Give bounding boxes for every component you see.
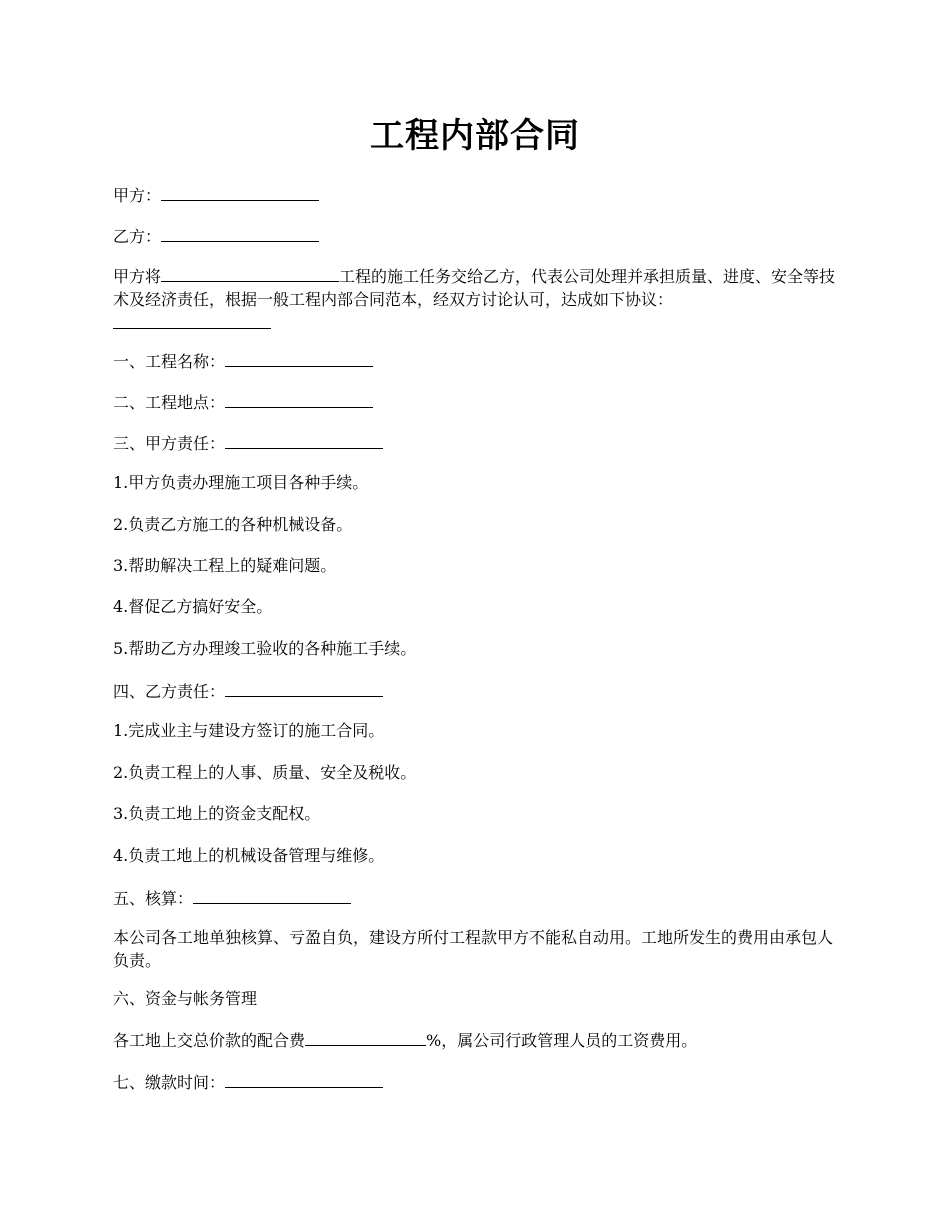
accounting-label: 五、核算： (113, 889, 194, 908)
finance-line (113, 1028, 843, 1052)
intro-suffix: 工程的施工任务交给乙方，代表公司处理并承担质量、进度、安全等技术及经济责任，根据一般工程内部合同范本，经双方讨论认可，达成如下协议： (113, 267, 836, 309)
intro-trailing-blank[interactable] (113, 311, 271, 329)
finance-prefix: 各工地上交总价款的配合费 (113, 1031, 306, 1050)
list-item: 4.督促乙方搞好安全。 (113, 597, 273, 616)
project-blank[interactable] (161, 264, 339, 282)
accounting-paragraph: 本公司各工地单独核算、亏盈自负，建设方所付工程款甲方不能私自动用。工地所发生的费用由承包人负责。 (113, 928, 834, 970)
project-name-line (113, 349, 843, 373)
project-name-label: 一、工程名称： (113, 352, 226, 371)
finance-suffix: %，属公司行政管理人员的工资费用。 (426, 1031, 698, 1050)
party-a-line (113, 183, 843, 207)
list-item: 3.负责工地上的资金支配权。 (113, 804, 321, 823)
project-location-line (113, 390, 843, 414)
accounting-line (113, 886, 843, 910)
project-location-blank[interactable] (225, 390, 373, 408)
intro-paragraph (113, 264, 843, 329)
party-b-duties-label: 四、乙方责任： (113, 682, 226, 701)
list-item: 1.完成业主与建设方签订的施工合同。 (113, 721, 385, 740)
party-b-line (113, 224, 843, 248)
fee-percent-blank[interactable] (305, 1028, 426, 1046)
party-a-label: 甲方： (113, 186, 162, 205)
payment-time-line (113, 1070, 843, 1094)
party-a-duties-line (113, 431, 843, 455)
party-b-blank[interactable] (161, 224, 319, 242)
page-title: 工程内部合同 (370, 116, 580, 156)
payment-time-label: 七、缴款时间： (113, 1073, 226, 1092)
list-item: 4.负责工地上的机械设备管理与维修。 (113, 846, 385, 865)
party-b-label: 乙方： (113, 227, 162, 246)
project-location-label: 二、工程地点： (113, 393, 226, 412)
party-a-blank[interactable] (161, 183, 319, 201)
party-a-duties-label: 三、甲方责任： (113, 434, 226, 453)
list-item: 2.负责工程上的人事、质量、安全及税收。 (113, 763, 417, 782)
intro-prefix: 甲方将 (113, 267, 162, 286)
payment-time-blank[interactable] (225, 1070, 383, 1088)
list-item: 2.负责乙方施工的各种机械设备。 (113, 515, 353, 534)
list-item: 1.甲方负责办理施工项目各种手续。 (113, 473, 369, 492)
list-item: 3.帮助解决工程上的疑难问题。 (113, 556, 337, 575)
list-item: 5.帮助乙方办理竣工验收的各种施工手续。 (113, 639, 417, 658)
accounting-blank[interactable] (193, 886, 351, 904)
party-b-duties-blank[interactable] (225, 679, 383, 697)
finance-heading: 六、资金与帐务管理 (113, 989, 258, 1008)
project-name-blank[interactable] (225, 349, 373, 367)
party-b-duties-line (113, 679, 843, 703)
party-a-duties-blank[interactable] (225, 431, 383, 449)
